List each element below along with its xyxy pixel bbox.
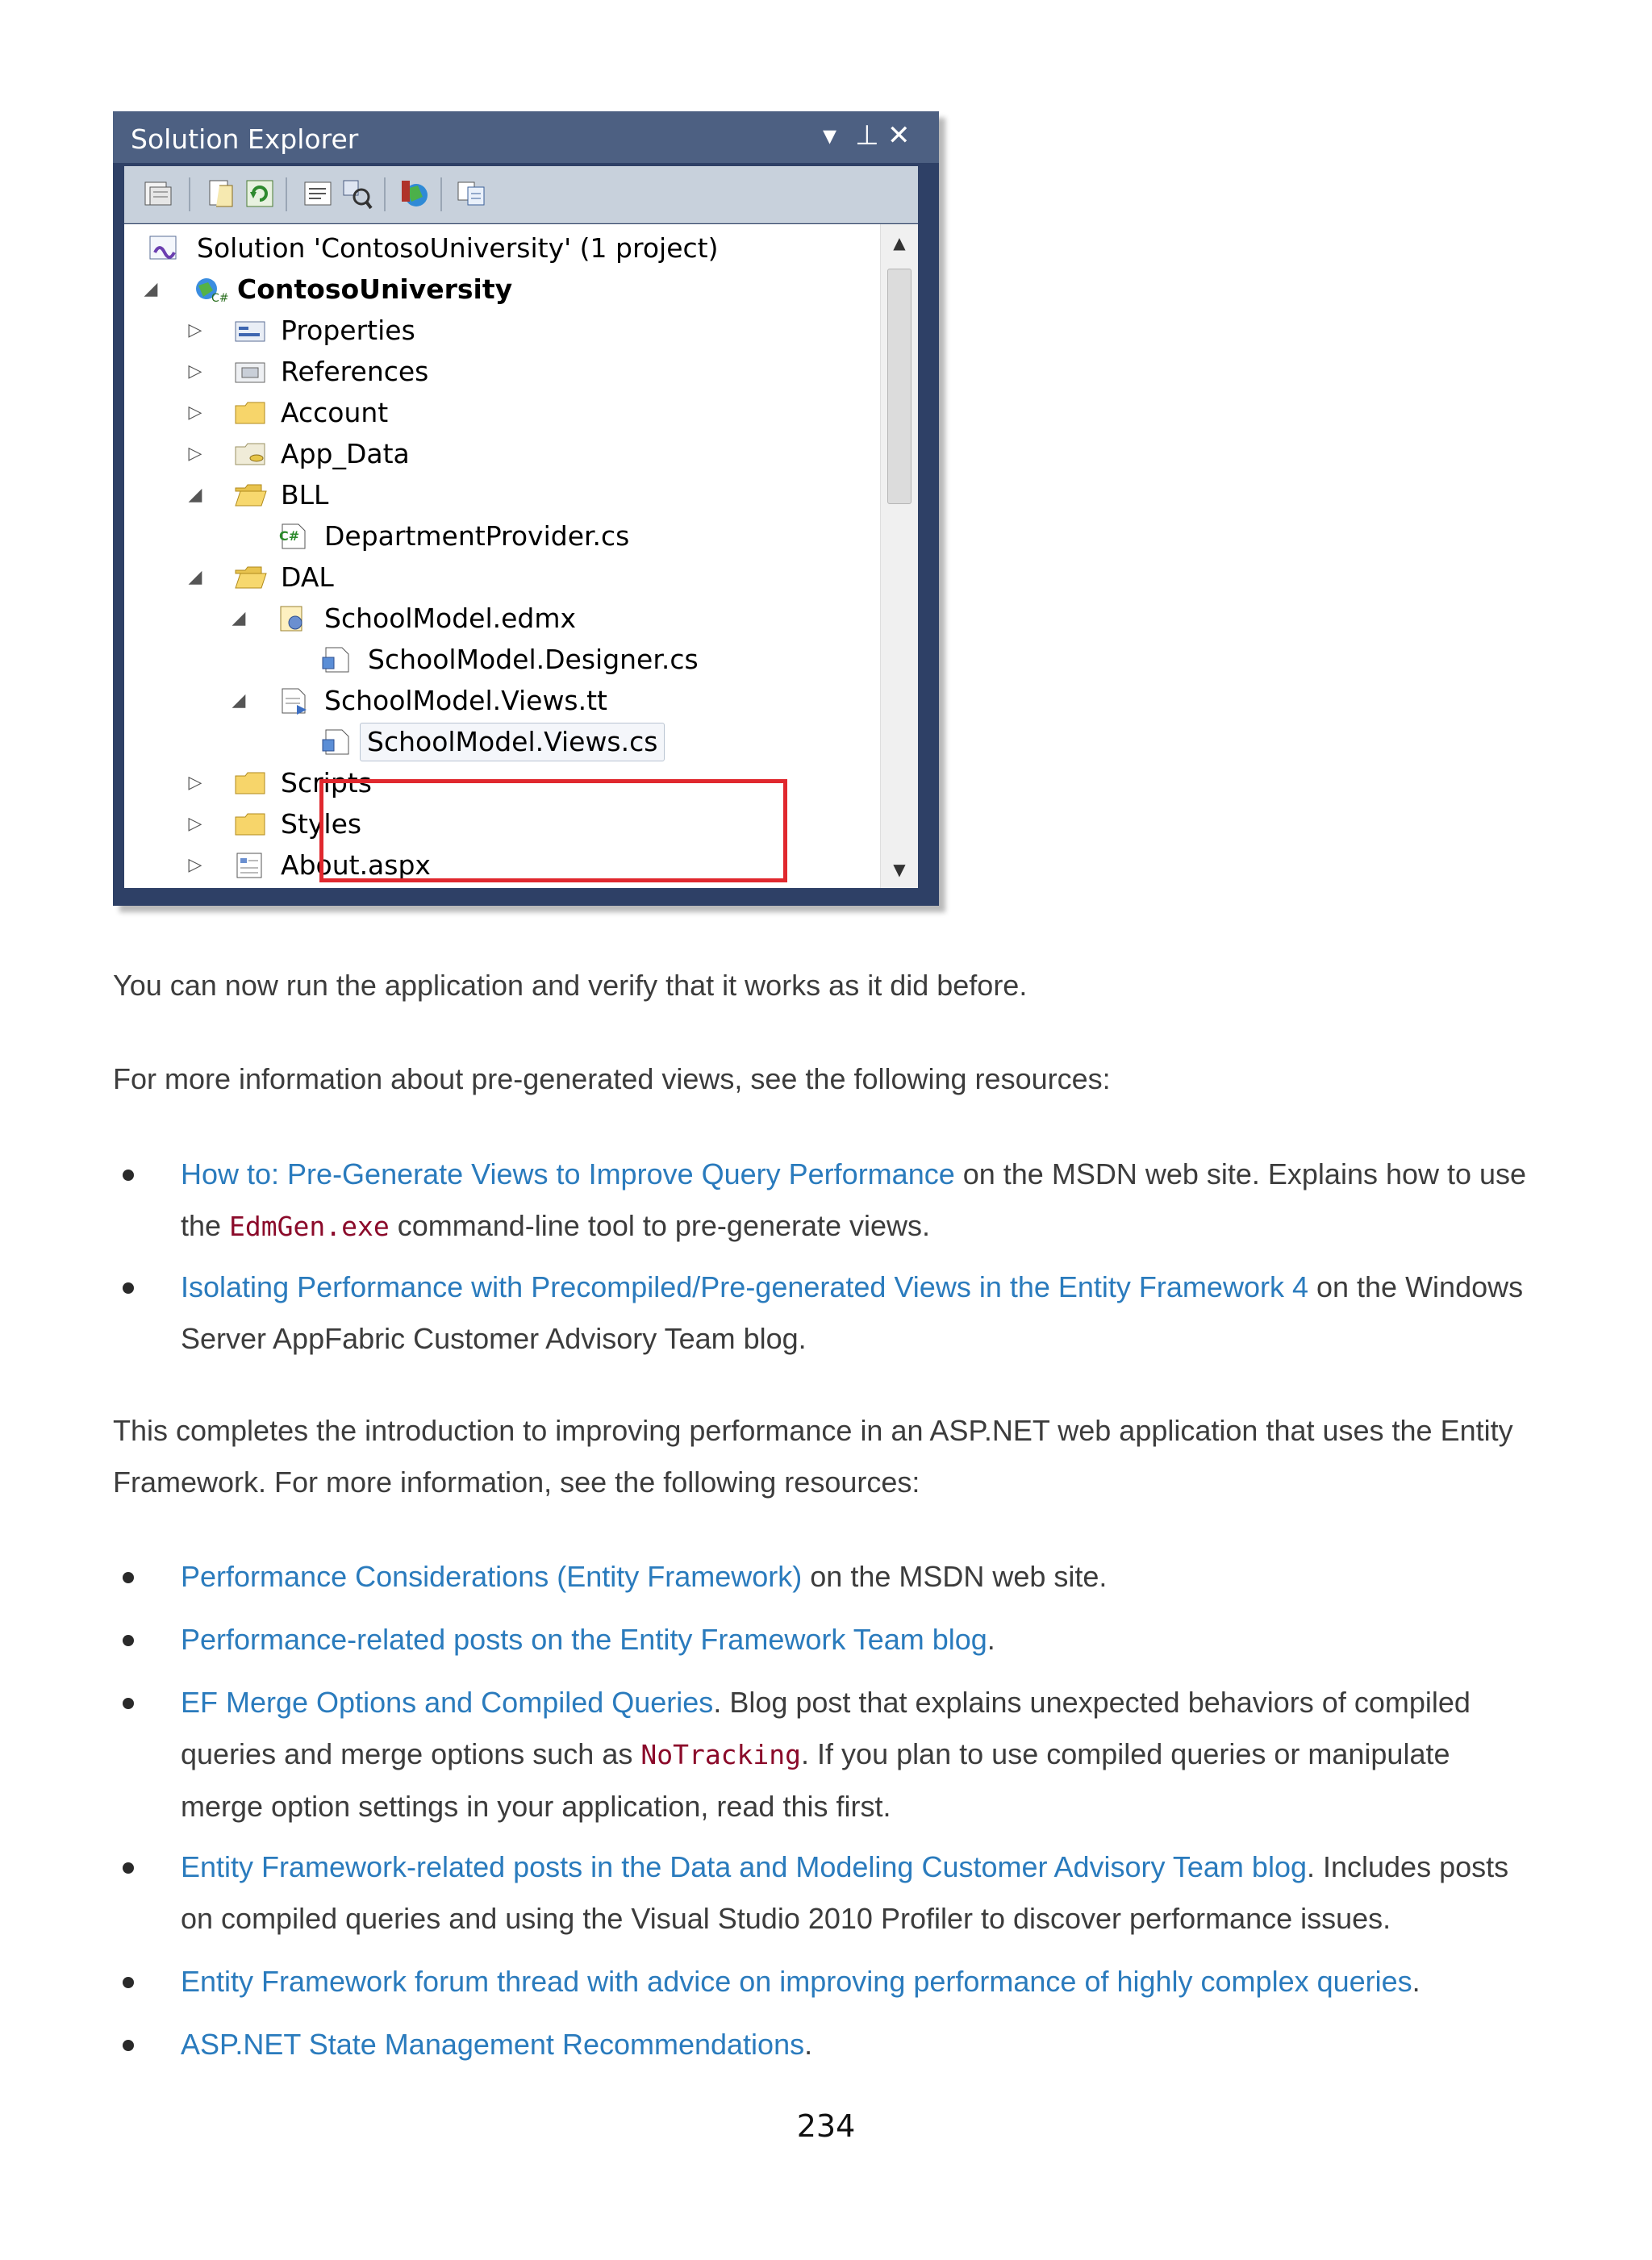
collapsed-arrow-icon[interactable]: ▷	[188, 444, 202, 464]
collapsed-arrow-icon[interactable]: ▷	[188, 855, 202, 875]
folder-icon	[234, 811, 266, 838]
solution-explorer-screenshot	[113, 111, 939, 906]
highlight-box	[319, 779, 787, 882]
tree-item-school-model-designer[interactable]	[124, 639, 850, 680]
close-icon[interactable]: ✕	[887, 119, 911, 152]
tree-item-school-model-edmx[interactable]	[124, 598, 850, 639]
references-icon	[234, 358, 266, 386]
solution-explorer-toolbar	[124, 166, 918, 223]
scroll-up-icon[interactable]: ▲	[893, 233, 906, 252]
tree-item-label: SchoolModel.Views.cs	[360, 723, 665, 761]
nest-related-files-icon[interactable]	[455, 177, 487, 210]
template-file-icon	[277, 687, 310, 715]
tree-item-label: DAL	[281, 561, 334, 593]
generated-file-icon	[321, 728, 353, 756]
show-all-files-icon[interactable]	[142, 177, 174, 210]
paragraph-completes-introduction: This completes the introduction to improving performance in an ASP.NET web application that uses the Entity Framework. For more information, see the following resources:	[113, 1414, 1513, 1499]
tree-item-label: Scripts	[281, 767, 372, 799]
tree-item-label: Styles	[281, 808, 362, 840]
tree-item-department-provider[interactable]	[124, 515, 850, 557]
paragraph-more-information: For more information about pre-generated views, see the following resources:	[113, 1062, 1111, 1095]
edmx-file-icon	[277, 605, 310, 632]
folder-icon	[234, 769, 266, 797]
bullet-icon	[123, 1572, 134, 1583]
list-item-text: on the MSDN web site. Explains how to use the	[181, 1157, 1527, 1242]
list-item-text: .	[1412, 1965, 1420, 1998]
collapsed-arrow-icon[interactable]: ▷	[188, 402, 202, 423]
tree-item-school-model-views-tt[interactable]	[124, 680, 850, 721]
class-view-icon[interactable]	[340, 177, 373, 210]
tree-item-school-model-views-cs[interactable]	[124, 721, 850, 762]
tree-item-properties[interactable]	[124, 310, 850, 351]
app-data-folder-icon	[234, 440, 266, 468]
scroll-down-icon[interactable]: ▼	[893, 860, 906, 879]
expanded-arrow-icon[interactable]: ◢	[232, 608, 246, 628]
tree-item-label: App_Data	[281, 438, 410, 469]
list-item-text: .	[804, 2028, 813, 2061]
link-performance-posts[interactable]: Performance-related posts on the Entity Framework Team blog	[181, 1623, 987, 1656]
tree-item-app-data[interactable]	[124, 433, 850, 474]
collapsed-arrow-icon[interactable]: ▷	[188, 320, 202, 340]
list-item-text: . Includes posts on compiled queries and using the Visual Studio 2010 Profiler to discover performance issues.	[181, 1850, 1509, 1935]
svg-text:C#: C#	[279, 528, 300, 544]
link-pregenerate-views[interactable]: How to: Pre-Generate Views to Improve Query Performance	[181, 1157, 955, 1190]
bullet-icon	[123, 1698, 134, 1709]
page-number: 234	[796, 2108, 856, 2144]
folder-open-icon	[234, 482, 266, 509]
code-edmgen: EdmGen.exe	[229, 1211, 390, 1242]
scroll-thumb[interactable]	[887, 269, 912, 504]
collapsed-arrow-icon[interactable]: ▷	[188, 814, 202, 834]
folder-icon	[234, 399, 266, 427]
vertical-scrollbar[interactable]	[880, 224, 918, 888]
tree-item-label: Solution 'ContosoUniversity' (1 project)	[197, 232, 719, 264]
tree-item-bll[interactable]	[124, 474, 850, 515]
collapsed-arrow-icon[interactable]: ▷	[188, 773, 202, 793]
link-isolating-performance[interactable]: Isolating Performance with Precompiled/Pre-generated Views in the Entity Framework 4	[181, 1270, 1308, 1303]
tree-item-project[interactable]	[124, 269, 850, 310]
tree-item-label: SchoolModel.Views.tt	[324, 685, 607, 716]
view-code-icon[interactable]	[302, 177, 334, 210]
list-item-text: command-line tool to pre-generate views.	[389, 1209, 931, 1242]
tree-item-label: About.aspx	[281, 849, 431, 881]
tree-item-label: SchoolModel.Designer.cs	[368, 644, 699, 675]
tree-item-label: Properties	[281, 315, 415, 346]
code-notracking: NoTracking	[640, 1739, 802, 1770]
bullet-icon	[123, 1862, 134, 1874]
tree-item-account[interactable]	[124, 392, 850, 433]
tree-item-label: BLL	[281, 479, 329, 511]
bullet-icon	[123, 1170, 134, 1181]
solution-icon	[148, 235, 181, 262]
tree-item-label: DepartmentProvider.cs	[324, 520, 630, 552]
bullet-icon	[123, 1635, 134, 1646]
tree-item-references[interactable]	[124, 351, 850, 392]
properties-icon	[234, 317, 266, 344]
solution-explorer-title: Solution Explorer	[131, 123, 359, 155]
dropdown-icon[interactable]: ▾	[823, 119, 837, 152]
link-ef-merge-options[interactable]: EF Merge Options and Compiled Queries	[181, 1686, 714, 1719]
tree-item-solution[interactable]	[124, 227, 850, 269]
link-performance-considerations[interactable]: Performance Considerations (Entity Framework)	[181, 1560, 803, 1593]
solution-explorer-titlebar	[113, 111, 939, 163]
list-item-text: . If you plan to use compiled queries or manipulate merge option settings in your application, read this first.	[181, 1737, 1450, 1823]
expanded-arrow-icon[interactable]: ◢	[144, 279, 158, 299]
copy-website-icon[interactable]	[398, 177, 431, 210]
expanded-arrow-icon[interactable]: ◢	[232, 690, 246, 711]
csharp-file-icon	[277, 523, 310, 550]
properties-icon[interactable]	[205, 177, 237, 210]
collapsed-arrow-icon[interactable]: ▷	[188, 361, 202, 382]
pin-icon[interactable]: ⊥	[855, 119, 879, 152]
designer-file-icon	[321, 646, 353, 673]
tree-item-label: References	[281, 356, 429, 387]
folder-open-icon	[234, 564, 266, 591]
tree-item-label: ContosoUniversity	[237, 273, 513, 305]
list-item-text: .	[987, 1623, 995, 1656]
svg-text:C#: C#	[211, 292, 229, 305]
web-project-icon	[192, 276, 229, 305]
expanded-arrow-icon[interactable]: ◢	[188, 485, 202, 505]
list-item-text: . Blog post that explains unexpected behaviors of compiled queries and merge options such as	[181, 1686, 1471, 1770]
bullet-icon	[123, 2040, 134, 2051]
link-ef-related-posts[interactable]: Entity Framework-related posts in the Data and Modeling Customer Advisory Team blog	[181, 1850, 1307, 1883]
paragraph-run-application: You can now run the application and verify that it works as it did before.	[113, 969, 1028, 1002]
aspx-file-icon	[234, 852, 266, 879]
tree-item-label: Account	[281, 397, 389, 428]
bullet-icon	[123, 1977, 134, 1988]
link-ef-forum-thread[interactable]: Entity Framework forum thread with advice on improving performance of highly complex queries	[181, 1965, 1412, 1998]
list-item-text: on the MSDN web site.	[802, 1560, 1108, 1593]
expanded-arrow-icon[interactable]: ◢	[188, 567, 202, 587]
bullet-icon	[123, 1282, 134, 1294]
tree-item-dal[interactable]	[124, 557, 850, 598]
list-item-text: on the Windows Server AppFabric Customer Advisory Team blog.	[181, 1270, 1524, 1355]
tree-item-label: SchoolModel.edmx	[324, 603, 577, 634]
refresh-icon[interactable]	[244, 177, 276, 210]
link-state-management[interactable]: ASP.NET State Management Recommendations	[181, 2028, 805, 2061]
